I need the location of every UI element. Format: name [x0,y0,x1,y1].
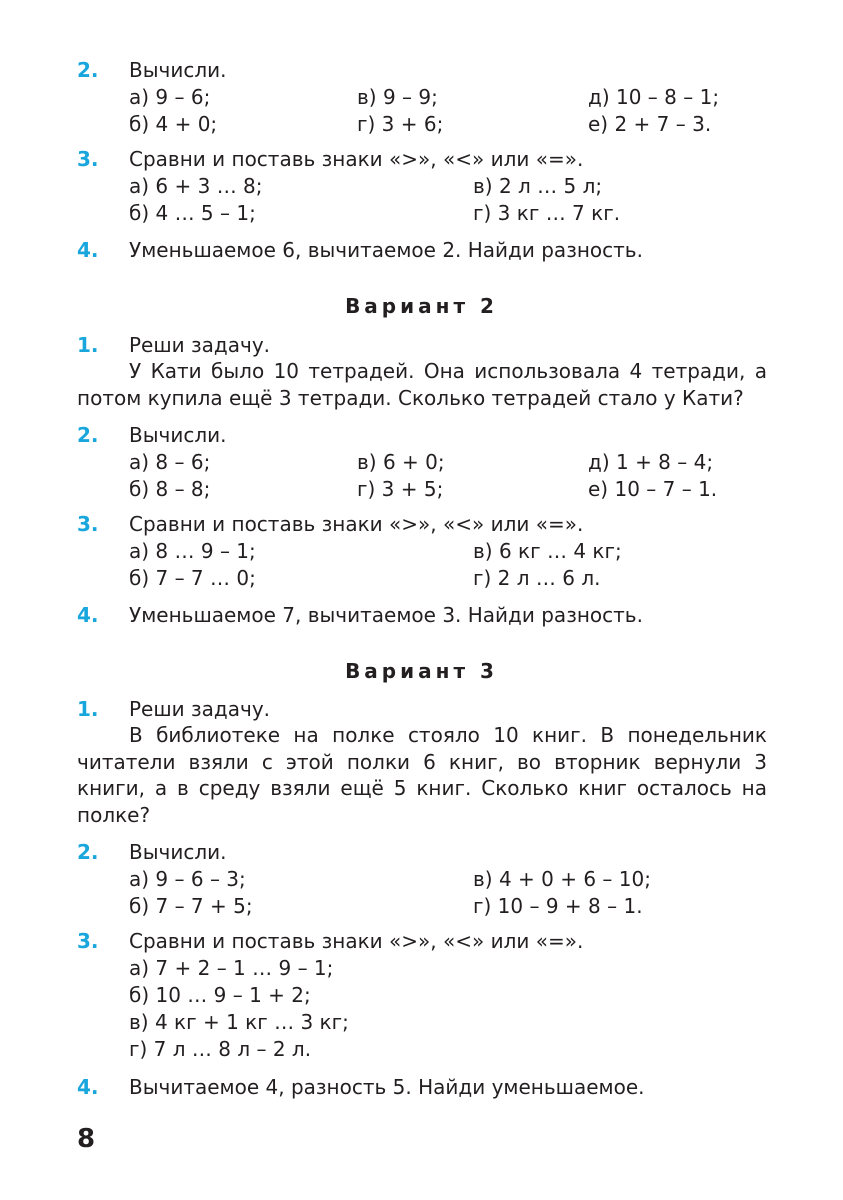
exercise-item: в) 4 кг + 1 кг … 3 кг; [129,1010,349,1034]
task-title: Сравни и поставь знаки «>», «<» или «=». [129,929,584,953]
task-number: 3. [77,147,99,171]
exercise-item: а) 9 – 6; [129,85,211,109]
task-number: 4. [77,1075,99,1099]
exercise-item: б) 8 – 8; [129,477,211,501]
exercise-item: г) 3 + 6; [357,112,444,136]
task-text: Вычитаемое 4, разность 5. Найди уменьшаемое. [129,1075,645,1099]
exercise-item: а) 7 + 2 – 1 … 9 – 1; [129,956,334,980]
exercise-item: б) 10 … 9 – 1 + 2; [129,983,311,1007]
exercise-item: г) 3 + 5; [357,477,444,501]
exercise-item: в) 4 + 0 + 6 – 10; [473,867,651,891]
page-number: 8 [77,1124,96,1154]
exercise-item: в) 2 л … 5 л; [473,174,603,198]
exercise-item: в) 9 – 9; [357,85,438,109]
task-title: Сравни и поставь знаки «>», «<» или «=». [129,147,584,171]
task-title: Вычисли. [129,840,227,864]
variant-heading: Вариант 3 [345,659,498,683]
task-number: 3. [77,512,99,536]
exercise-item: б) 7 – 7 + 5; [129,894,253,918]
task-title: Сравни и поставь знаки «>», «<» или «=». [129,512,584,536]
exercise-item: а) 6 + 3 … 8; [129,174,263,198]
exercise-item: в) 6 + 0; [357,450,445,474]
task-problem-text: В библиотеке на полке стояло 10 книг. В понедельник читатели взяли с этой полки 6 книг, во вторник вернули 3 книги, а в среду взяли ещё 5 книг. Сколько книг осталось на полке? [77,723,767,827]
exercise-item: а) 8 … 9 – 1; [129,539,256,563]
exercise-item: б) 7 – 7 … 0; [129,566,256,590]
task-number: 2. [77,58,99,82]
exercise-item: б) 4 … 5 – 1; [129,201,256,225]
task-title: Вычисли. [129,58,227,82]
exercise-item: а) 8 – 6; [129,450,211,474]
task-text: Уменьшаемое 6, вычитаемое 2. Найди разность. [129,238,643,262]
task-number: 3. [77,929,99,953]
task-number: 1. [77,697,99,721]
exercise-item: д) 1 + 8 – 4; [588,450,714,474]
task-title: Вычисли. [129,423,227,447]
exercise-item: г) 10 – 9 + 8 – 1. [473,894,643,918]
exercise-item: в) 6 кг … 4 кг; [473,539,622,563]
exercise-item: е) 2 + 7 – 3. [588,112,712,136]
task-number: 2. [77,840,99,864]
task-number: 1. [77,333,99,357]
variant-heading: Вариант 2 [345,294,498,318]
exercise-item: б) 4 + 0; [129,112,218,136]
task-number: 2. [77,423,99,447]
exercise-item: г) 2 л … 6 л. [473,566,601,590]
task-number: 4. [77,238,99,262]
exercise-item: г) 3 кг … 7 кг. [473,201,621,225]
task-problem-text: У Кати было 10 тетрадей. Она использовала 4 тетради, а потом купила ещё 3 тетради. Сколько тетрадей стало у Кати? [77,359,767,410]
task-number: 4. [77,603,99,627]
task-title: Реши задачу. [129,333,271,357]
task-text: Уменьшаемое 7, вычитаемое 3. Найди разность. [129,603,643,627]
exercise-item: а) 9 – 6 – 3; [129,867,246,891]
exercise-item: е) 10 – 7 – 1. [588,477,718,501]
exercise-item: г) 7 л … 8 л – 2 л. [129,1037,312,1061]
exercise-item: д) 10 – 8 – 1; [588,85,720,109]
task-title: Реши задачу. [129,697,271,721]
